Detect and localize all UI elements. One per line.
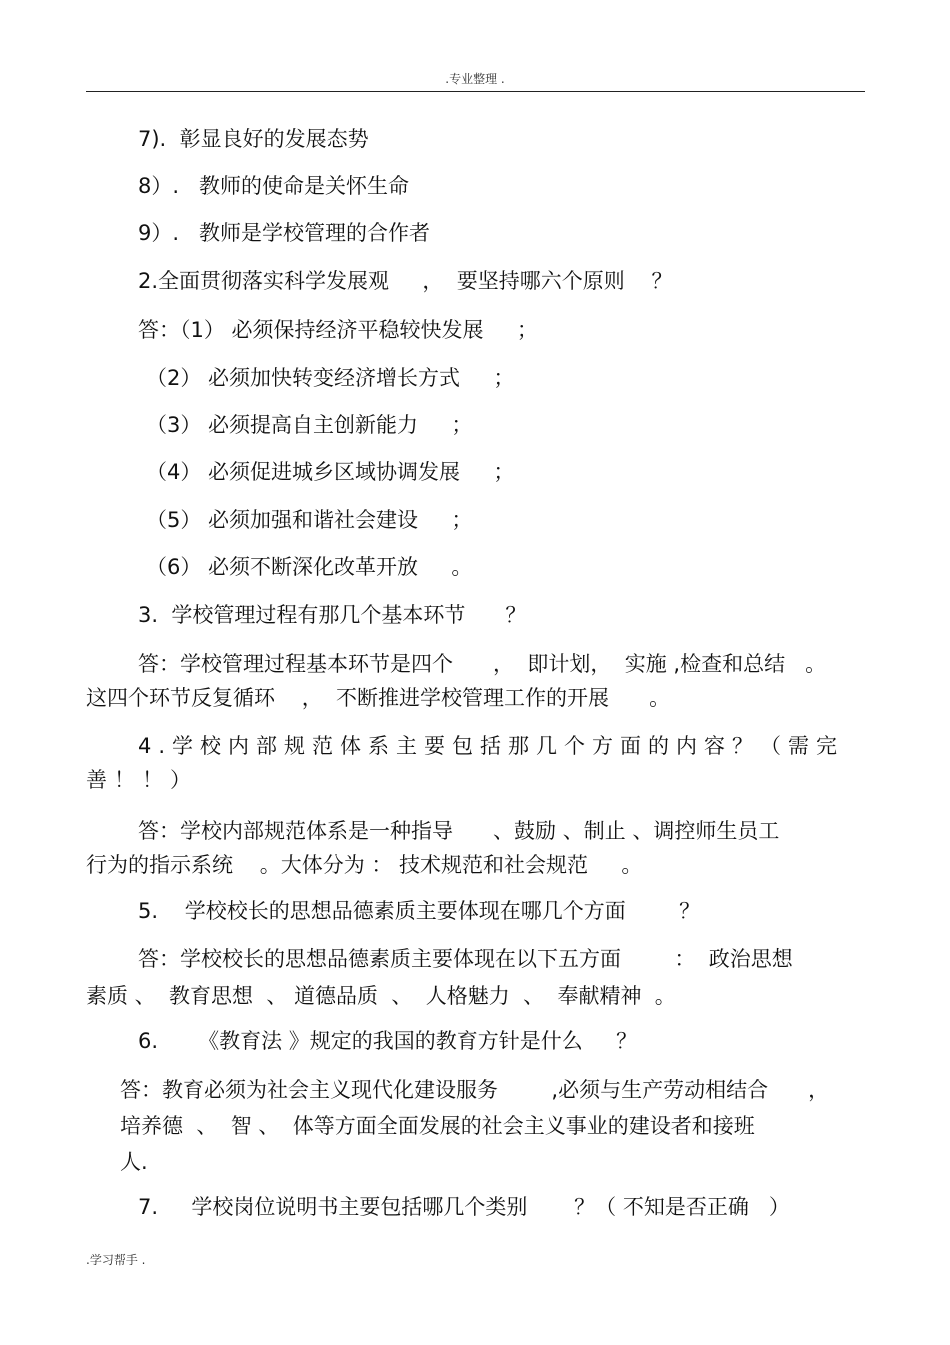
answer-5-line-1: 答：学校校长的思想品德素质主要体现在以下五方面 ： 政治思想 <box>138 947 793 971</box>
page-header: .专业整理 . <box>445 72 505 86</box>
item-9: 9）. 教师是学校管理的合作者 <box>138 221 431 245</box>
answer-6-line-2: 培养德 、 智 、 体等方面全面发展的社会主义事业的建设者和接班 <box>120 1114 755 1138</box>
answer-3-line-1: 答：学校管理过程基本环节是四个 ， 即计划， 实施 ,检查和总结 。 <box>138 652 827 676</box>
header-rule <box>86 91 865 92</box>
answer-2-line-3: （3） 必须提高自主创新能力 ； <box>146 413 473 437</box>
answer-4-line-2: 行为的指示系统 。大体分为 ： 技术规范和社会规范 。 <box>86 853 643 877</box>
answer-5-line-2: 素质 、 教育思想 、 道德品质 、 人格魅力 、 奉献精神 。 <box>86 984 676 1008</box>
answer-6-line-1: 答：教育必须为社会主义现代化建设服务 ,必须与生产劳动相结合 ， <box>120 1078 830 1102</box>
item-8: 8）. 教师的使命是关怀生命 <box>138 174 410 198</box>
answer-2-line-2: （2） 必须加快转变经济增长方式 ； <box>146 366 515 390</box>
answer-2-line-5: （5） 必须加强和谐社会建设 ； <box>146 508 473 532</box>
question-2: 2.全面贯彻落实科学发展观 ， 要坚持哪六个原则 ？ <box>138 269 673 293</box>
answer-2-line-4: （4） 必须促进城乡区域协调发展 ； <box>146 460 515 484</box>
question-6: 6. 《教育法 》规定的我国的教育方针是什么 ？ <box>138 1029 638 1053</box>
question-7: 7. 学校岗位说明书主要包括哪几个类别 ？（ 不知是否正确 ） <box>138 1195 790 1219</box>
answer-2-line-1: 答：（1） 必须保持经济平稳较快发展 ； <box>138 318 538 342</box>
question-4-line-1: 4.学校内部规范体系主要包括那几个方面的内容？（需完 <box>138 734 845 758</box>
question-5: 5. 学校校长的思想品德素质主要体现在哪几个方面 ？ <box>138 899 701 923</box>
page-footer: .学习帮手 . <box>86 1253 146 1267</box>
answer-2-line-6: （6） 必须不断深化改革开放 。 <box>146 555 473 579</box>
answer-6-line-3: 人. <box>120 1150 148 1174</box>
question-3: 3. 学校管理过程有那几个基本环节 ？ <box>138 603 527 627</box>
answer-4-line-1: 答：学校内部规范体系是一种指导 、鼓励 、制止 、调控师生员工 <box>138 819 780 843</box>
question-4-line-2: 善！！） <box>86 768 198 792</box>
answer-3-line-2: 这四个环节反复循环 ， 不断推进学校管理工作的开展 。 <box>86 686 671 710</box>
item-7: 7). 彰显良好的发展态势 <box>138 127 369 151</box>
